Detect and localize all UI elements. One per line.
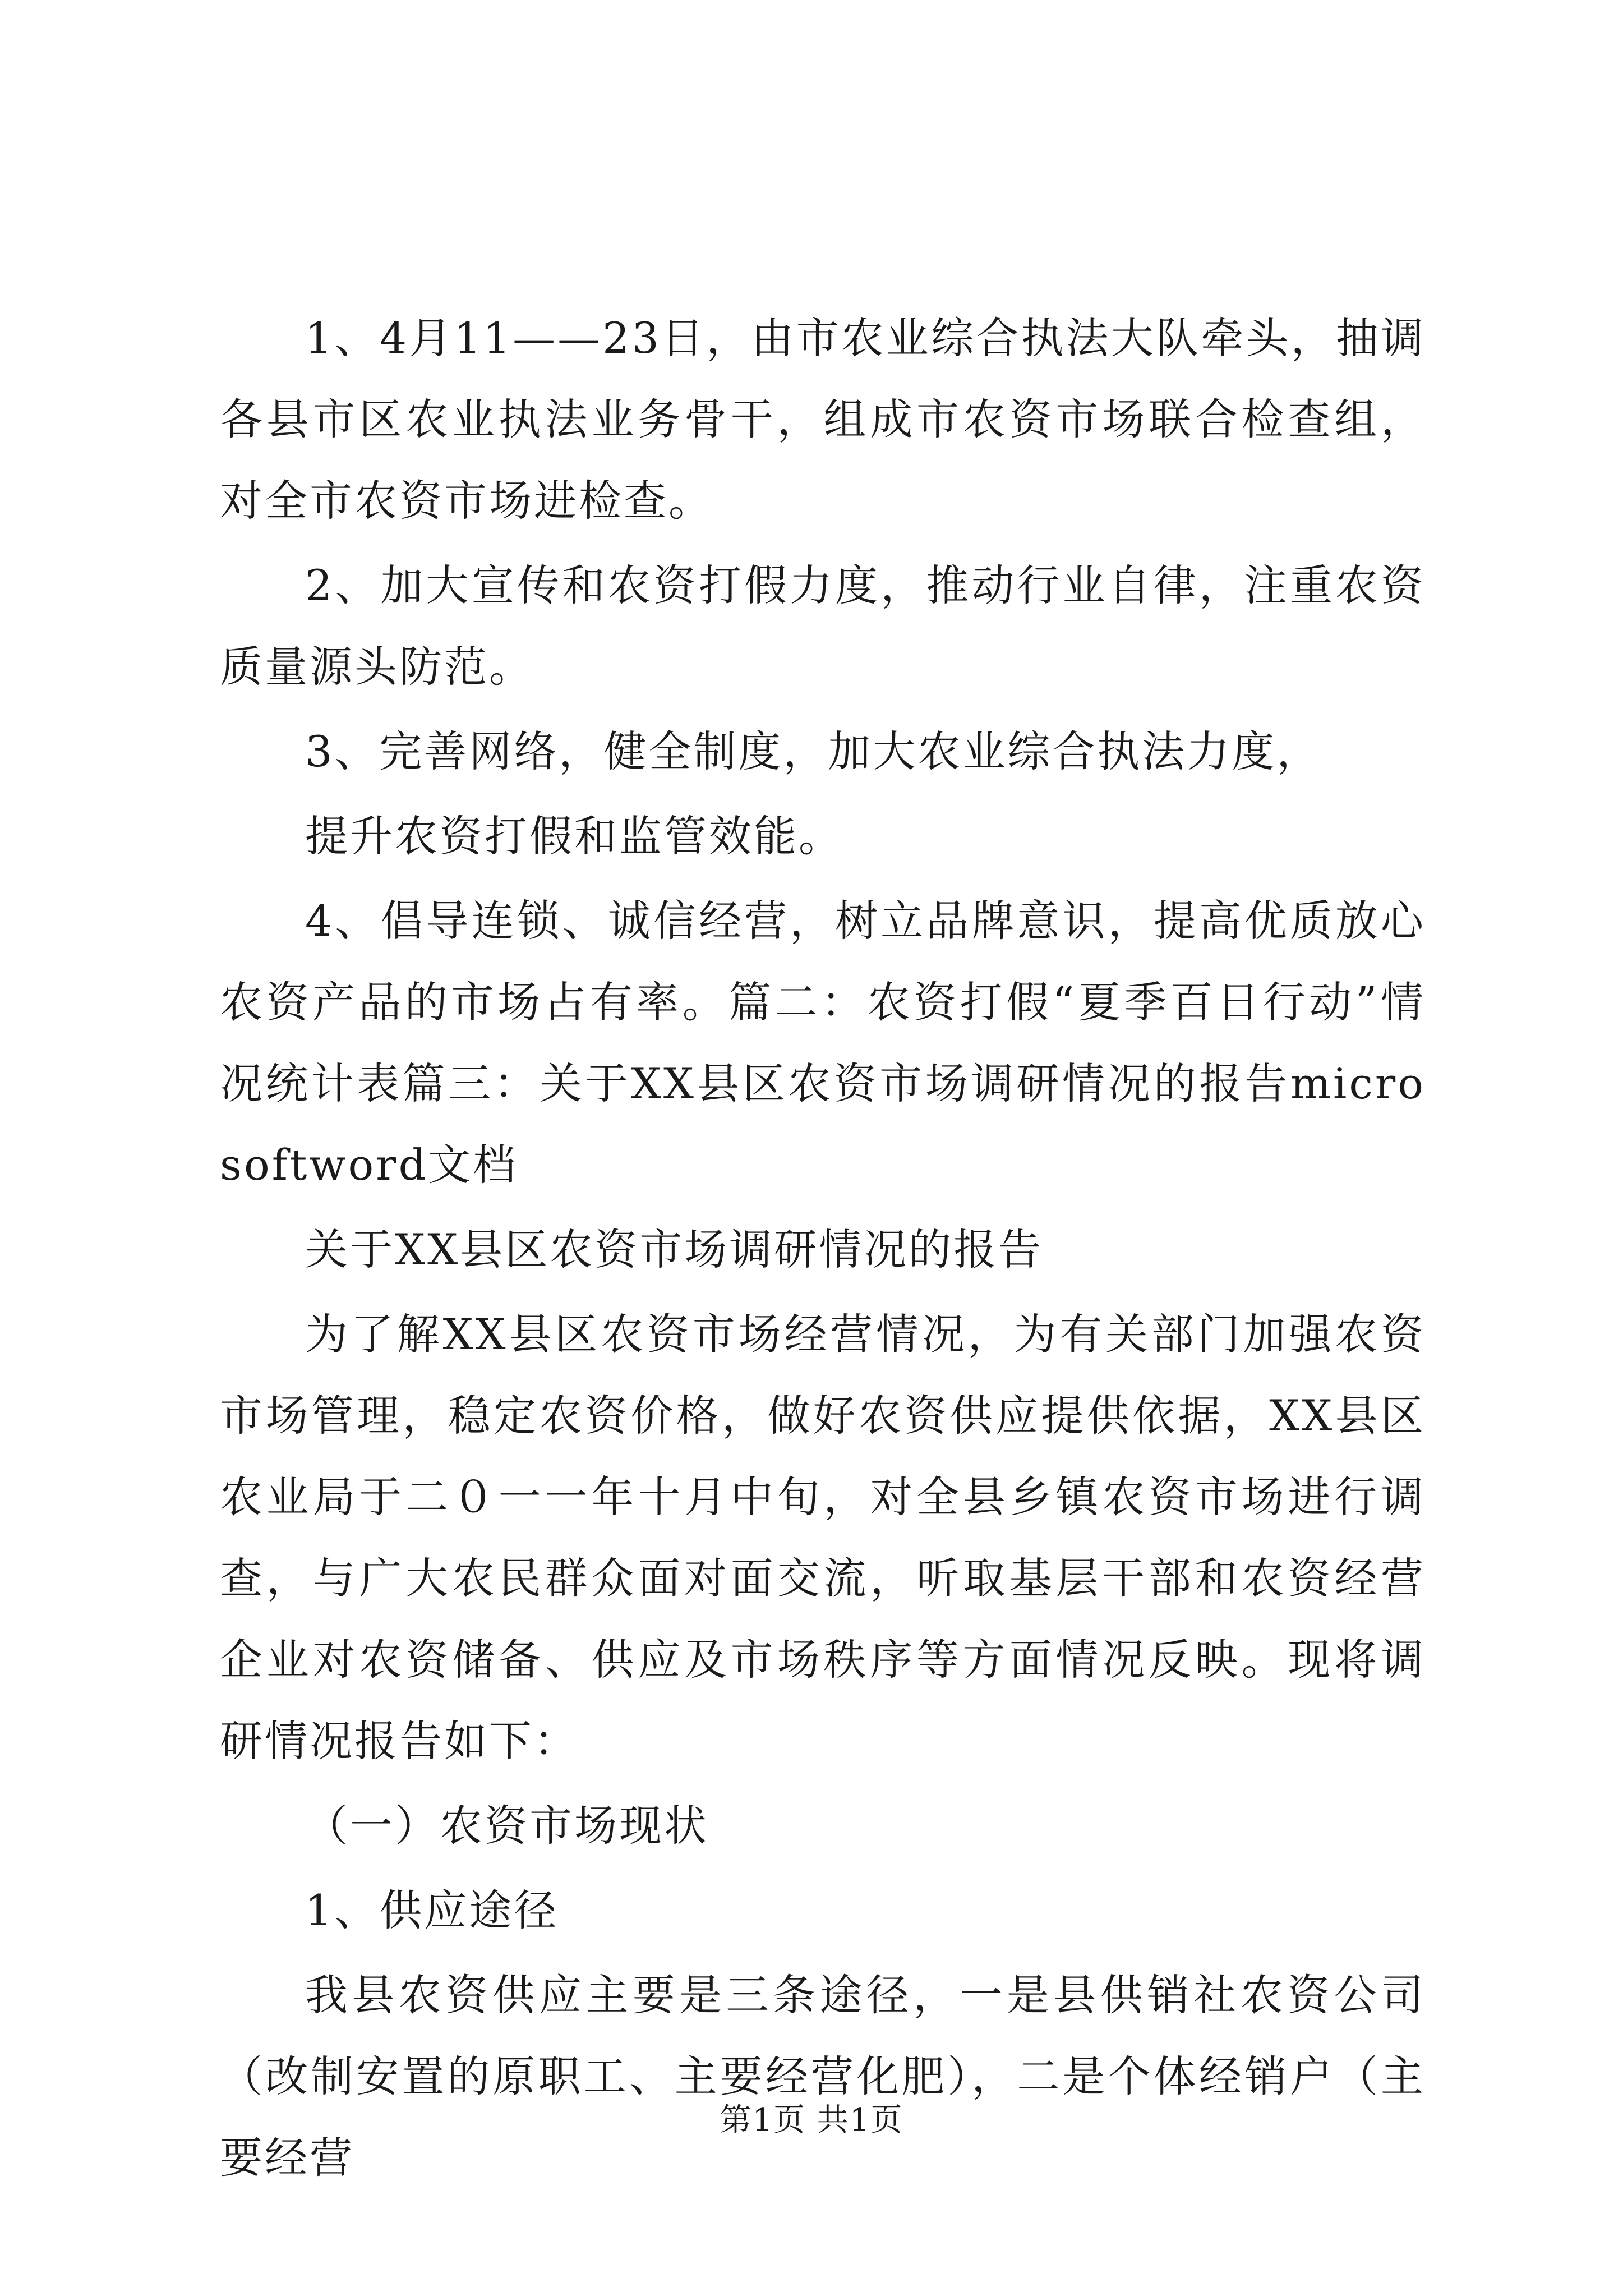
document-body [220,297,1426,2202]
paragraph-measure-3: 3、完善网络，健全制度，加大农业综合执法力度， [305,726,1322,776]
paragraph-measure-3-continued: 提升农资打假和监管效能。 [305,811,843,861]
paragraph-intro: 为了解XX县区农资市场经营情况，为有关部门加强农资市场管理，稳定农资价格，做好农资供应提供依据，XX县区农业局于二０一一年十月中旬，对全县乡镇农资市场进行调查，与广大农民群众面对面交流，听取基层干部和农资经营企业对农资储备、供应及市场秩序等方面情况反映。现将调研情况报告如下： [220,1309,1426,1766]
paragraph-measure-2: 2、加大宣传和农资打假力度，推动行业自律，注重农资质量源头防范。 [220,560,1426,692]
page-footer: 第1页 共1页 [720,2102,903,2138]
subsection-heading-supply-channels: 1、供应途径 [305,1885,559,1935]
paragraph-measure-4: 4、倡导连锁、诚信经营，树立品牌意识，提高优质放心农资产品的市场占有率。篇二：农资打假“夏季百日行动”情况统计表篇三：关于XX县区农资市场调研情况的报告microsoftword文档 [220,896,1426,1190]
paragraph-measure-1: 1、4月11——23日，由市农业综合执法大队牵头，抽调各县市区农业执法业务骨干，组成市农资市场联合检查组，对全市农资市场进检查。 [220,313,1426,526]
paragraph-supply-channels: 我县农资供应主要是三条途径，一是县供销社农资公司（改制安置的原职工、主要经营化肥），二是个体经销户（主要经营 [220,1970,1426,2183]
section-heading-market-status: （一）农资市场现状 [305,1801,709,1851]
report-title: 关于XX县区农资市场调研情况的报告 [305,1225,1044,1274]
